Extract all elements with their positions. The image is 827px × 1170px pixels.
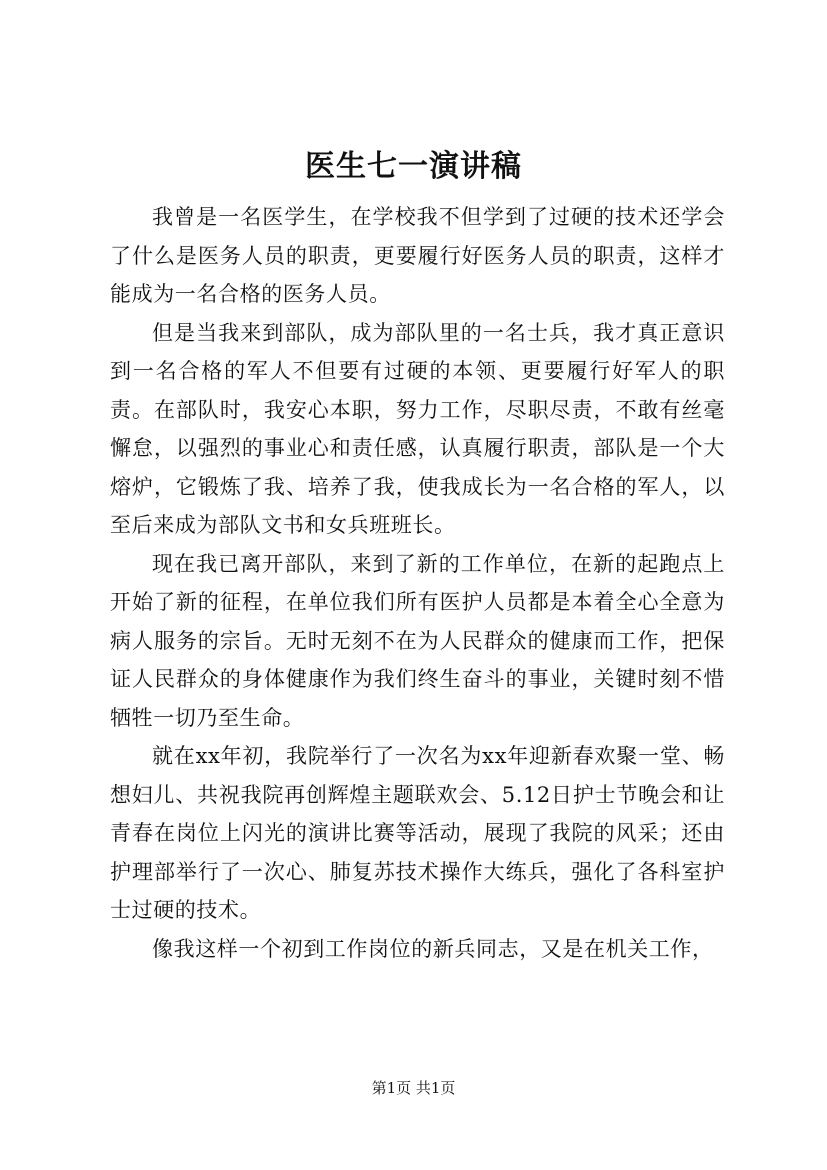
paragraph: 现在我已离开部队，来到了新的工作单位，在新的起跑点上开始了新的征程，在单位我们所有医护人员都是本着全心全意为病人服务的宗旨。无时无刻不在为人民群众的健康而工作，把保证人民群众的身体健康作为我们终生奋斗的事业，关键时刻不惜牺牲一切乃至生命。 xyxy=(110,551,725,730)
paragraph: 就在xx年初，我院举行了一次名为xx年迎新春欢聚一堂、畅想妇儿、共祝我院再创辉煌主题联欢会、5.12日护士节晚会和让青春在岗位上闪光的演讲比赛等活动，展现了我院的风采；还由护理部举行了一次心、肺复苏技术操作大练兵，强化了各科室护士过硬的技术。 xyxy=(110,744,725,922)
page-footer: 第1页 共1页 xyxy=(371,1079,456,1097)
paragraph: 像我这样一个初到工作岗位的新兵同志，又是在机关工作， xyxy=(152,936,714,961)
paragraph: 但是当我来到部队，成为部队里的一名士兵，我才真正意识到一名合格的军人不但要有过硬的本领、更要履行好军人的职责。在部队时，我安心本职，努力工作，尽职尽责，不敢有丝毫懈怠，以强烈的事业心和责任感，认真履行职责，部队是一个大熔炉，它锻炼了我、培养了我，使我成长为一名合格的军人，以至后来成为部队文书和女兵班班长。 xyxy=(110,320,725,537)
document-body xyxy=(110,198,725,968)
paragraph: 我曾是一名医学生，在学校我不但学到了过硬的技术还学会了什么是医务人员的职责，更要履行好医务人员的职责，这样才能成为一名合格的医务人员。 xyxy=(110,205,725,306)
page-title: 医生七一演讲稿 xyxy=(305,149,522,184)
